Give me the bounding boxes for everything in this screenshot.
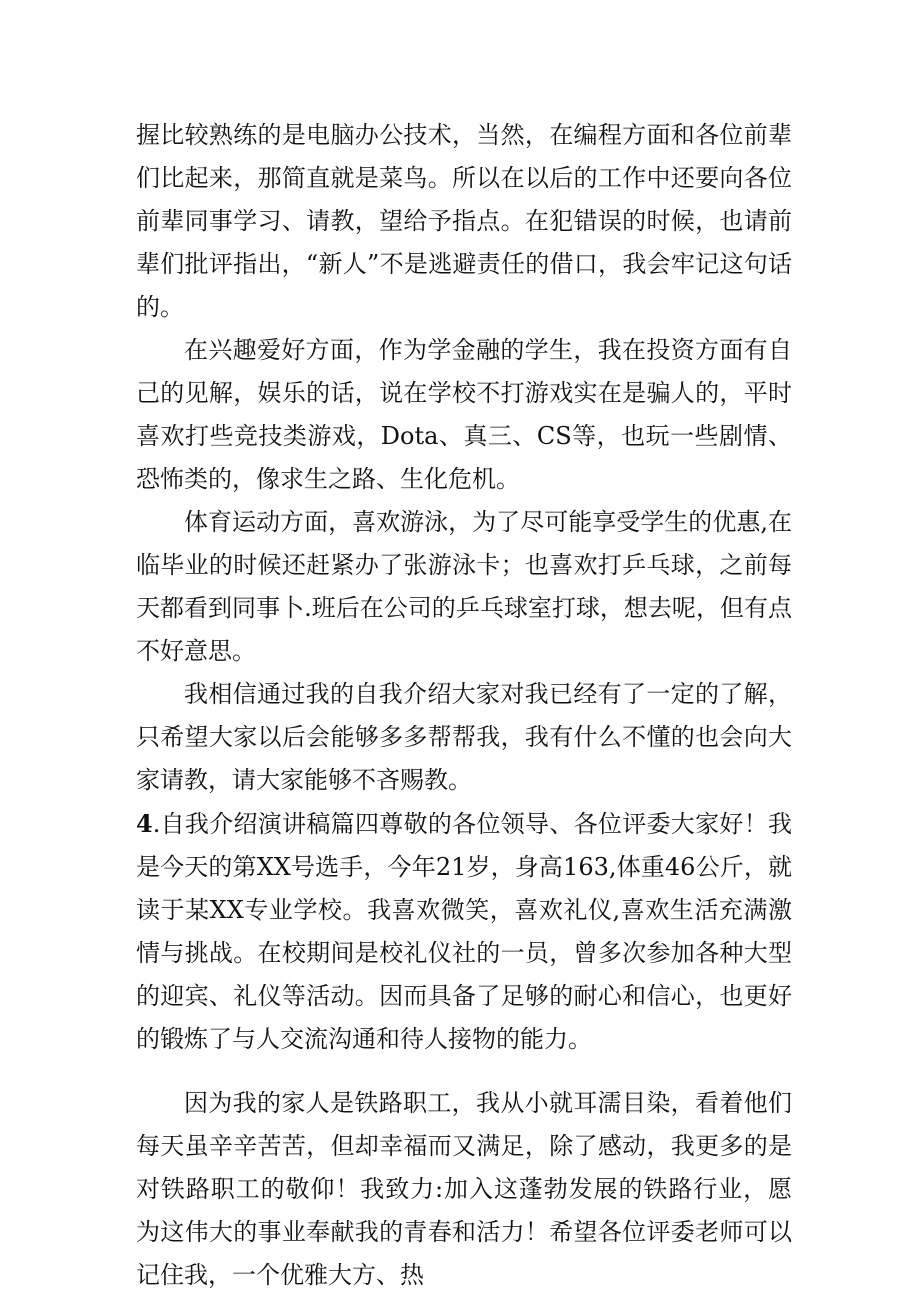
paragraph-closing-request: 我相信通过我的自我介绍大家对我已经有了一定的了解，只希望大家以后会能够多多帮帮我，我有什么不懂的也会向大家请教，请大家能够不吝赐教。 (136, 680, 792, 794)
section-number: 4 (136, 809, 153, 838)
paragraph-sports: 体育运动方面，喜欢游泳，为了尽可能享受学生的优惠,在临毕业的时候还赶紧办了张游泳卡；也喜欢打乒乓球，之前每天都看到同事卜.班后在公司的乒乓球室打球，想去呢，但有点不好意思。 (136, 508, 792, 665)
paragraph-family-railway: 因为我的家人是铁路职工，我从小就耳濡目染，看着他们每天虽辛辛苦苦，但却幸福而又满足，除了感动，我更多的是对铁路职工的敬仰！我致力:加入这蓬勃发展的铁路行业，愿为这伟大的事业奉献我的青春和活力！希望各位评委老师可以记住我，一个优雅大方、热 (136, 1089, 792, 1289)
paragraph-office-skills: 握比较熟练的是电脑办公技术，当然，在编程方面和各位前辈们比起来，那简直就是菜鸟。所以在以后的工作中还要向各位前辈同事学习、请教，望给予指点。在犯错误的时候，也请前辈们批评指出，“新人”不是逃避责任的借口，我会牢记这句话的。 (136, 121, 792, 321)
paragraph-hobbies: 在兴趣爱好方面，作为学金融的学生，我在投资方面有自己的见解，娱乐的话，说在学校不打游戏实在是骗人的，平时喜欢打些竞技类游戏，Dota、真三、CS等，也玩一些剧情、恐怖类的，像求生之路、生化危机。 (136, 336, 792, 493)
document-body (136, 114, 792, 1297)
paragraph-speech-four (136, 802, 792, 1061)
section-text: .自我介绍演讲稿篇四尊敬的各位领导、各位评委大家好！我是今天的第XX号选手，今年21岁，身高163,体重46公斤，就读于某XX专业学校。我喜欢微笑，喜欢礼仪,喜欢生活充满激情与挑战。在校期间是校礼仪社的一员，曾多次参加各种大型的迎宾、礼仪等活动。因而具备了足够的耐心和信心，也更好的锻炼了与人交流沟通和待人接物的能力。 (136, 810, 792, 1053)
